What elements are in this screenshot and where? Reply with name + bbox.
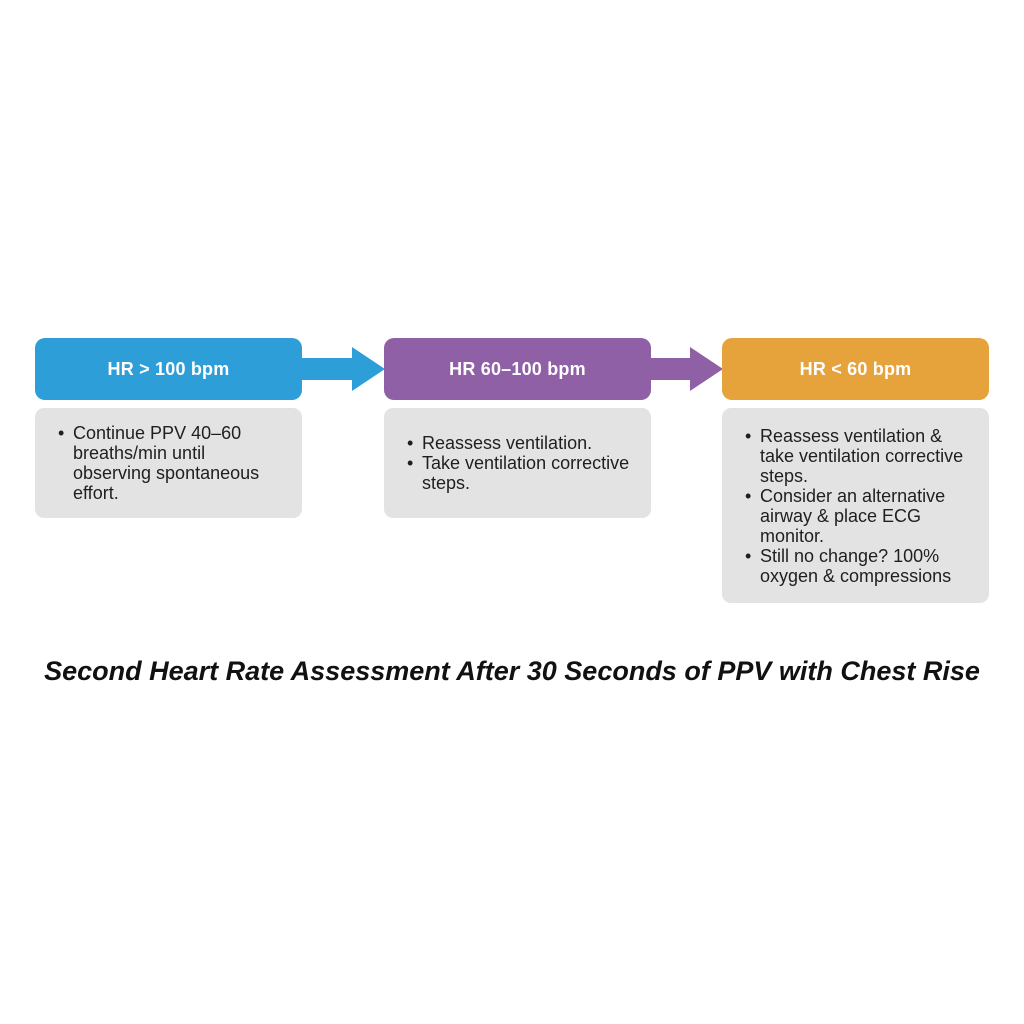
bullet-icon: • <box>58 423 65 443</box>
bullet-item <box>745 426 969 486</box>
arrow-right-icon-1 <box>302 347 385 391</box>
bullet-icon: • <box>407 433 414 453</box>
header-box-hr-lt-60 <box>722 338 989 400</box>
diagram-title: Second Heart Rate Assessment After 30 Seconds of PPV with Chest Rise <box>44 656 980 686</box>
header-label: HR < 60 bpm <box>799 358 912 379</box>
details-panel-hr-lt-60 <box>722 408 989 603</box>
arrow-right-shape <box>302 347 385 391</box>
bullet-item <box>745 546 969 586</box>
bullet-text: Reassess ventilation & take ventilation corrective steps. <box>760 425 964 486</box>
header-label: HR 60–100 bpm <box>449 358 586 379</box>
bullet-item <box>407 433 631 453</box>
bullet-text: Reassess ventilation. <box>422 433 593 453</box>
bullet-text: Consider an alternative airway & place ECG monitor. <box>760 485 946 546</box>
bullet-icon: • <box>407 453 414 473</box>
header-label: HR > 100 bpm <box>107 358 230 379</box>
bullet-item <box>58 423 282 503</box>
bullet-text: Take ventilation corrective steps. <box>422 453 630 493</box>
arrow-right-shape <box>650 347 723 391</box>
bullet-list <box>58 423 282 503</box>
details-panel-hr-gt-100 <box>35 408 302 518</box>
bullet-icon: • <box>745 425 752 446</box>
bullet-item <box>407 453 631 493</box>
header-box-hr-gt-100 <box>35 338 302 400</box>
bullet-list <box>745 426 969 586</box>
header-box-hr-60-100 <box>384 338 651 400</box>
bullet-list <box>407 433 631 493</box>
details-panel-hr-60-100 <box>384 408 651 518</box>
bullet-text: Continue PPV 40–60 breaths/min until observing spontaneous effort. <box>73 423 260 503</box>
arrow-right-icon-2 <box>650 347 723 391</box>
bullet-text: Still no change? 100% oxygen & compressions <box>760 545 952 586</box>
bullet-icon: • <box>745 485 752 506</box>
bullet-icon: • <box>745 545 752 566</box>
bullet-item <box>745 486 969 546</box>
